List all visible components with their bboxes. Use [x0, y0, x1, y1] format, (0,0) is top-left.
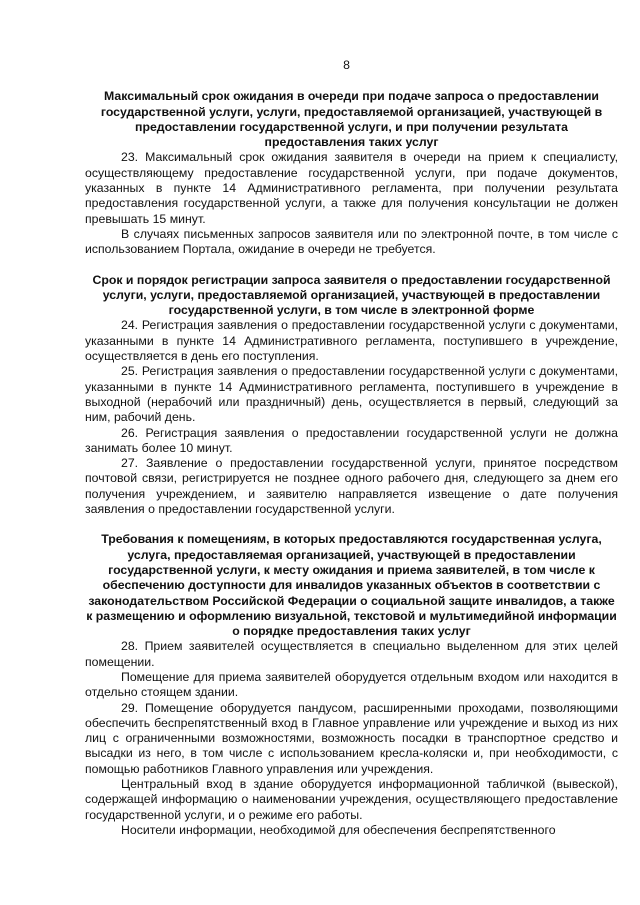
paragraph-28: 28. Прием заявителей осуществляется в специально выделенном для этих целей помещении. — [85, 639, 618, 669]
paragraph-information-carriers: Носители информации, необходимой для обеспечения беспрепятственного — [121, 822, 556, 837]
paragraph-premises-entrance: Помещение для приема заявителей оборудуется отдельным входом или находится в отдельно стоящем здании. — [85, 669, 618, 700]
section-heading: Требования к помещениям, в которых предоставляются государственная услуга, услуга, предоставляемая организацией, участвующей в предоставлении государственной услуги, к месту ожидания и приема заявителей, в том числе к обеспечению доступности для инвалидов указанных объектов в соответствии с законодательством Российской Федерации о социальной защите инвалидов, а также к размещению и оформлению визуальной, текстовой и мультимедийной информации о порядке предоставления таких услуг — [86, 532, 617, 639]
paragraph-written-requests: В случаях письменных запросов заявителя или по электронной почте, в том числе с использованием Портала, ожидание в очереди не требуется. — [85, 226, 618, 257]
paragraph-29: 29. Помещение оборудуется пандусом, расширенными проходами, позволяющими обеспечить беспрепятственный вход в Главное управление или учреждение и выход из них лиц с ограниченными возможностями, возможность посадки в транспортное средство и высадки из него, в том числе с использованием кресла-коляски и, при необходимости, с помощью работников Главного управления или учреждения. — [85, 700, 618, 776]
paragraph-27: 27. Заявление о предоставлении государственной услуги, принятое посредством почтовой связи, регистрируется не позднее одного рабочего дня, следующего за днем его получения учреждением, и заявителю направляется извещение о дате получения заявления о предоставлении государственной услуги. — [85, 456, 618, 517]
paragraph-26: 26. Регистрация заявления о предоставлении государственной услуги не должна занимать более 10 минут. — [85, 425, 618, 455]
paragraph-23: 23. Максимальный срок ожидания заявителя в очереди на прием к специалисту, осуществляющему предоставление государственной услуги, при подаче документов, указанных в пункте 14 Административного регламента, при получении результата предоставления государственной услуги, а также для получения консультации не должен превышать 15 минут. — [85, 150, 618, 226]
section-gap — [85, 258, 618, 273]
page-number: 8 — [343, 58, 350, 72]
section-waiting-time — [85, 89, 618, 257]
section-gap — [85, 517, 618, 532]
section-registration — [85, 273, 618, 518]
paragraph-25: 25. Регистрация заявления о предоставлении государственной услуги с документами, указанными в пункте 14 Административного регламента, поступившего в учреждение в выходной (нерабочий или праздничный) день, осуществляется в первый, следующий за ним, рабочий день. — [85, 364, 618, 425]
paragraph-24: 24. Регистрация заявления о предоставлении государственной услуги с документами, указанными в пункте 14 Административного регламента, поступившего в учреждение, осуществляется в день его поступления. — [85, 318, 618, 364]
paragraph-central-entrance: Центральный вход в здание оборудуется информационной табличкой (вывеской), содержащей информацию о наименовании учреждения, осуществляющего предоставление государственной услуги, и о режиме его работы. — [85, 777, 618, 822]
section-heading: Максимальный срок ожидания в очереди при подаче запроса о предоставлении государственной услуги, услуги, предоставляемой организацией, участвующей в предоставлении государственной услуги, и при получении результата предоставления таких услуг — [100, 89, 603, 150]
section-premises — [85, 532, 618, 838]
section-heading: Срок и порядок регистрации запроса заявителя о предоставлении государственной услуги, услуги, предоставляемой организацией, участвующей в предоставлении государственной услуги, в том числе в электронной форме — [92, 272, 611, 318]
